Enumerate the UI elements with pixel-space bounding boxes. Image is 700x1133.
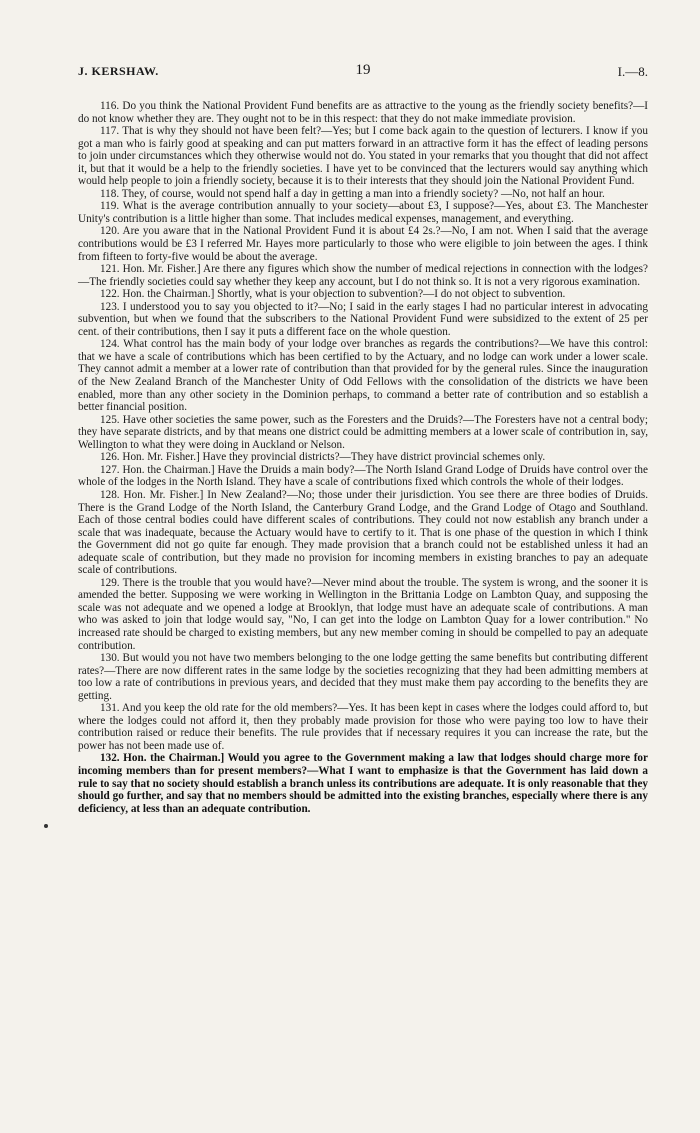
paragraph-120: 120. Are you aware that in the National Provident Fund it is about £4 2s.?—No, I am not. When I said that the average contributions would be £3 I referred Mr. Hayes more particularly to those who were eligible to join between the ages. I think from fifteen to forty-five would be about the average. — [78, 225, 648, 263]
paragraph-118: 118. They, of course, would not spend half a day in getting a man into a friendly society? —No, not half an hour. — [100, 187, 605, 200]
paragraph-131: 131. And you keep the old rate for the old members?—Yes. It has been kept in cases where the lodges could afford to, but where the lodges could not afford it, then they probably made provision for those who were paying too low to have their contribution raised or reduce their benefits. The rule provides that if necessary requires it you can increase the rate, but the power has not been made use of. — [78, 702, 648, 752]
paragraph-122: 122. Hon. the Chairman.] Shortly, what is your objection to subvention?—I do not object to subvention. — [100, 288, 566, 301]
paragraph-116: 116. Do you think the National Provident Fund benefits are as attractive to the young as the friendly society benefits?—I do not know whether they are. They ought not to be in this respect: that they do not make immediate provision. — [78, 100, 648, 125]
header-witness-name: J. KERSHAW. — [78, 64, 159, 78]
paragraph-121: 121. Hon. Mr. Fisher.] Are there any figures which show the number of medical rejections in connection with the lodges?—The friendly societies could say whether they keep any account, but I do not think so. It is not a very rigorous examination. — [78, 263, 648, 288]
paragraph-123: 123. I understood you to say you objected to it?—No; I said in the early stages I had no particular interest in advocating subvention, but when we found that the subscribers to the National Provident Fund were subsidized to the extent of 25 per cent. of their contributions, then I say it puts a different face on the whole question. — [78, 300, 648, 338]
margin-dot — [44, 824, 48, 828]
paragraph-130: 130. But would you not have two members belonging to the one lodge getting the same benefits but contributing different rates?—There are now different rates in the same lodge by the societies recognizing that they had been admitting members at too low a rate of contributions in previous years, and decided that they must make them pay according to the benefits they are getting. — [78, 652, 648, 702]
paragraph-119: 119. What is the average contribution annually to your society—about £3, I suppose?—Yes, about £3. The Manchester Unity's contribution is a little higher than some. That includes medical expenses, management, and everything. — [78, 200, 648, 225]
paragraph-129: 129. There is the trouble that you would have?—Never mind about the trouble. The system is wrong, and the sooner it is amended the better. Supposing we were working in Wellington in the Brittania Lodge on Lambton Quay, and supposing the scale was not adequate and we opened a lodge at Brooklyn, that lodge must have an adequate scale of contributions. A man who was asked to join that lodge would say, "No, I can get into the lodge on Lambton Quay for a lower contribution." No increased rate should be charged to existing members, but any new member coming in should be compelled to pay an adequate contribution. — [78, 576, 648, 652]
paragraph-132: 132. Hon. the Chairman.] Would you agree to the Government making a law that lodges should charge more for incoming members than for present members?—What I want to emphasize is that the Government has laid down a rule to say that no society should establish a branch unless its contributions are adequate. It is only reasonable that they should go further, and say that no members should be admitted into the existing branches, especially where there is any deficiency, at less than an adequate contribution. — [78, 752, 648, 815]
paragraph-126: 126. Hon. Mr. Fisher.] Have they provincial districts?—They have district provincial schemes only. — [100, 451, 546, 464]
paragraph-128: 128. Hon. Mr. Fisher.] In New Zealand?—No; those under their jurisdiction. You see there are three bodies of Druids. There is the Grand Lodge of the North Island, the Canterbury Grand Lodge, and the Grand Lodge of Otago and Southland. Each of those central bodies could have different scales of contributions. They could not now establish any branch under a scale that was inadequate, because the Actuary would have to certify to it. That is one phase of the question in which I think the Government did not go quite far enough. They made provision that a branch could not be established unless it had an adequate scale of contribution, but they made no provision for incoming members in existing branches to pay an adequate scale of contributions. — [78, 488, 648, 577]
paragraph-124: 124. What control has the main body of your lodge over branches as regards the contributions?—We have this control: that we have a scale of contributions which has been certified to by the Actuary, and no lodge can work under a lower scale. They cannot admit a member at a lower rate of contribution than that provided for by the general rules. Since the inauguration of the New Zealand Branch of the Manchester Unity of Odd Fellows with the consolidation of the districts we have been enabled, more than any other society in the Dominion perhaps, to command a better rate of contribution and so establish a better financial position. — [78, 338, 648, 414]
header-paper-ref: I.—8. — [617, 64, 648, 79]
page-body — [78, 100, 648, 815]
paragraph-125: 125. Have other societies the same power, such as the Foresters and the Druids?—The Foresters have not a central body; they have separate districts, and by that means one district could be admitting members at a lower scale of contribution in, say, Wellington to what they were doing in Auckland or Nelson. — [78, 413, 648, 451]
page-header — [78, 64, 648, 82]
paragraph-117: 117. That is why they should not have been felt?—Yes; but I come back again to the question of lecturers. I know if you got a man who is fairly good at speaking and can put matters forward in an attractive form it has the effect of leading persons to join under circumstances which they otherwise would not do. You stated in your remarks that you thought that did not affect it, but that it would be a help to the friendly societies. I have yet to be convinced that the lecturers would say anything which would help people to join a friendly society, because it is to their interests that they should join the National Provident Fund. — [78, 125, 648, 188]
page-number: 19 — [355, 62, 371, 78]
paragraph-127: 127. Hon. the Chairman.] Have the Druids a main body?—The North Island Grand Lodge of Druids have control over the whole of the lodges in the North Island. They have a scale of contributions fixed which controls the whole of their lodges. — [78, 463, 648, 489]
